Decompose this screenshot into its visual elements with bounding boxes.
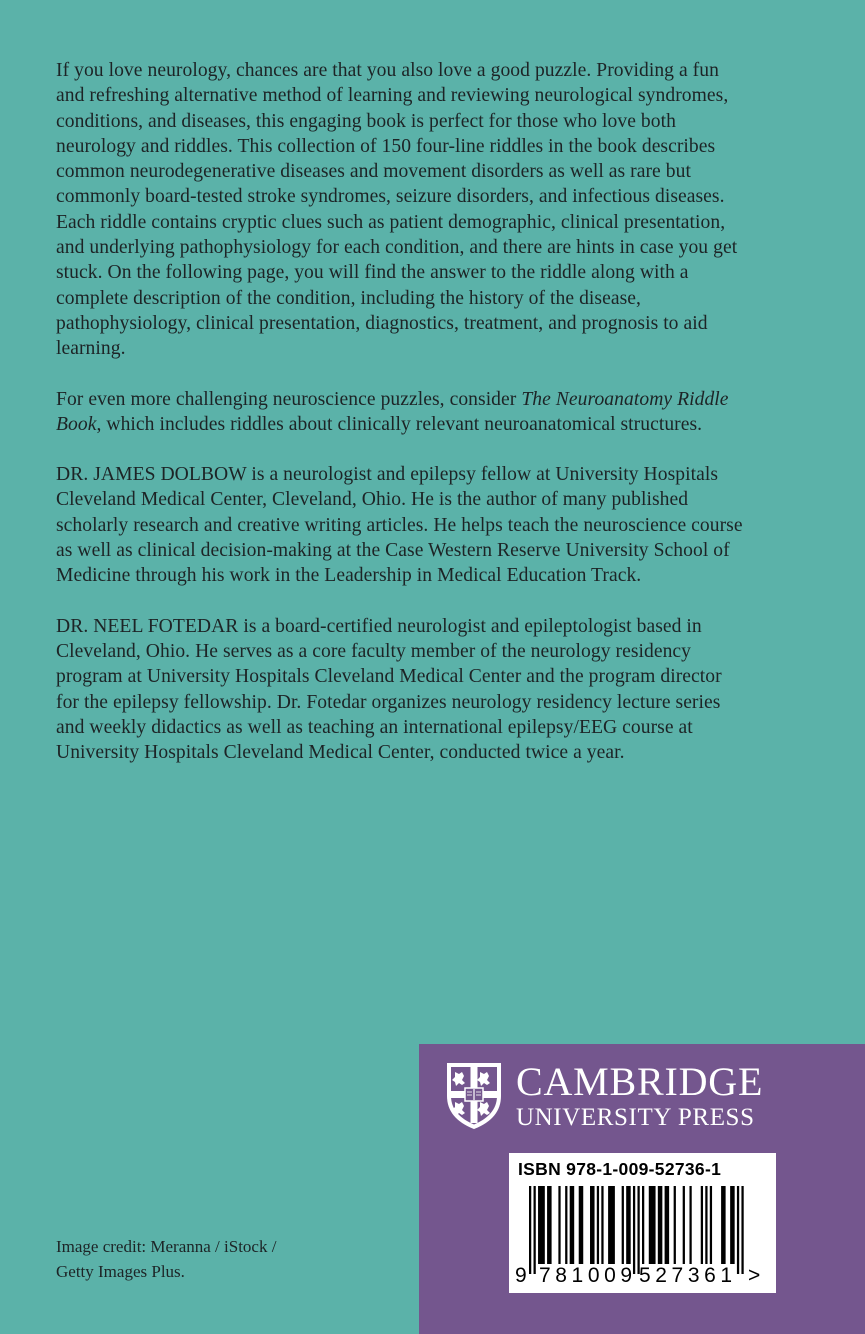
image-credit-line-1: Image credit: Meranna / iStock /: [56, 1237, 277, 1256]
back-cover-text: [56, 58, 746, 789]
barcode-guard-bar: [529, 1186, 531, 1274]
isbn-label: ISBN 978-1-009-52736-1: [518, 1159, 722, 1179]
image-credit-line-2: Getty Images Plus.: [56, 1261, 185, 1281]
author-bio-dolbow: DR. JAMES DOLBOW is a neurologist and epilepsy fellow at University Hospitals Cleveland Medical Center, Cleveland, Ohio. He is the author of many published scholarly research and creative writing articles. He helps teach the neuroscience course as well as clinical decision-making at the Case Western Reserve University School of Medicine through his work in the Leadership in Medical Education Track.: [56, 464, 743, 587]
related-book-title: The Neuroanatomy Riddle Book: [56, 388, 729, 435]
barcode-first-digit: 9: [515, 1264, 527, 1287]
barcode-bar: [547, 1186, 552, 1264]
barcode-guard-bar: [637, 1186, 639, 1274]
barcode-bar: [570, 1186, 575, 1264]
author-bio-fotedar: DR. NEEL FOTEDAR is a board-certified neurologist and epileptologist based in Cleveland, Ohio. He serves as a core faculty member of the neurology residency program at University Hospitals Cleveland Medical Center and the program director for the epilepsy fellowship. Dr. Fotedar organizes neurology residency lecture series and weekly didactics as well as teaching an international epilepsy/EEG course at University Hospitals Cleveland Medical Center, conducted twice a year.: [56, 615, 722, 764]
barcode-bar: [608, 1186, 615, 1264]
barcode-bar: [601, 1186, 603, 1264]
related-book-promo: [56, 387, 746, 438]
barcode-bar: [626, 1186, 631, 1264]
barcode-guard-bar: [633, 1186, 635, 1274]
promo-text-after: , which includes riddles about clinically relevant neuroanatomical structures.: [96, 413, 703, 435]
barcode-bar: [721, 1186, 726, 1264]
publisher-name: [516, 1059, 764, 1133]
book-description: If you love neurology, chances are that you also love a good puzzle. Providing a fun and refreshing alternative method of learning and reviewing neurological syndromes, conditions, and diseases, this engaging book is perfect for those who love both neurology and riddles. This collection of 150 four-line riddles in the book describes common neurodegenerative diseases and movement disorders as well as rare but commonly board-tested stroke syndromes, seizure disorders, and infectious diseases. Each riddle contains cryptic clues such as patient demographic, clinical presentation, and underlying pathophysiology for each condition, and there are hints in case you get stuck. On the following page, you will find the answer to the riddle along with a complete description of the condition, including the history of the disease, pathophysiology, clinical presentation, diagnostics, treatment, and prognosis to aid learning.: [56, 60, 738, 360]
barcode-bar: [538, 1186, 545, 1264]
barcode-guard-bar: [741, 1186, 743, 1274]
publisher-panel: [419, 1044, 865, 1334]
barcode-bar: [710, 1186, 712, 1264]
barcode-guard-bar: [737, 1186, 739, 1274]
barcode-bar: [590, 1186, 595, 1264]
barcode-bar: [597, 1186, 599, 1264]
barcode-bar: [674, 1186, 676, 1264]
barcode-bar: [689, 1186, 691, 1264]
publisher-name-line-1: CAMBRIDGE: [516, 1059, 764, 1104]
promo-text-before: For even more challenging neuroscience puzzles, consider: [56, 388, 522, 410]
barcode-left-digits: 781009: [539, 1264, 637, 1287]
barcode-bar: [579, 1186, 584, 1264]
barcode-bar: [642, 1186, 644, 1264]
publisher-name-line-2: UNIVERSITY PRESS: [516, 1104, 755, 1131]
publisher-logo: [445, 1059, 764, 1133]
barcode-bar: [558, 1186, 560, 1264]
barcode-bar: [658, 1186, 663, 1264]
barcode-quiet-zone-mark: >: [748, 1264, 761, 1287]
barcode-bar: [665, 1186, 670, 1264]
barcode-right-digits: 527361: [639, 1264, 737, 1287]
barcode-bar: [622, 1186, 624, 1264]
cambridge-shield-crest-icon: [445, 1062, 503, 1130]
barcode-bar: [701, 1186, 703, 1264]
barcode-bar: [730, 1186, 735, 1264]
barcode-bar: [683, 1186, 685, 1264]
barcode-guard-bar: [534, 1186, 536, 1274]
isbn-barcode: [509, 1153, 776, 1293]
barcode-bar: [705, 1186, 707, 1264]
barcode-bar: [565, 1186, 567, 1264]
barcode-bar: [649, 1186, 656, 1264]
image-credit: [56, 1235, 376, 1284]
